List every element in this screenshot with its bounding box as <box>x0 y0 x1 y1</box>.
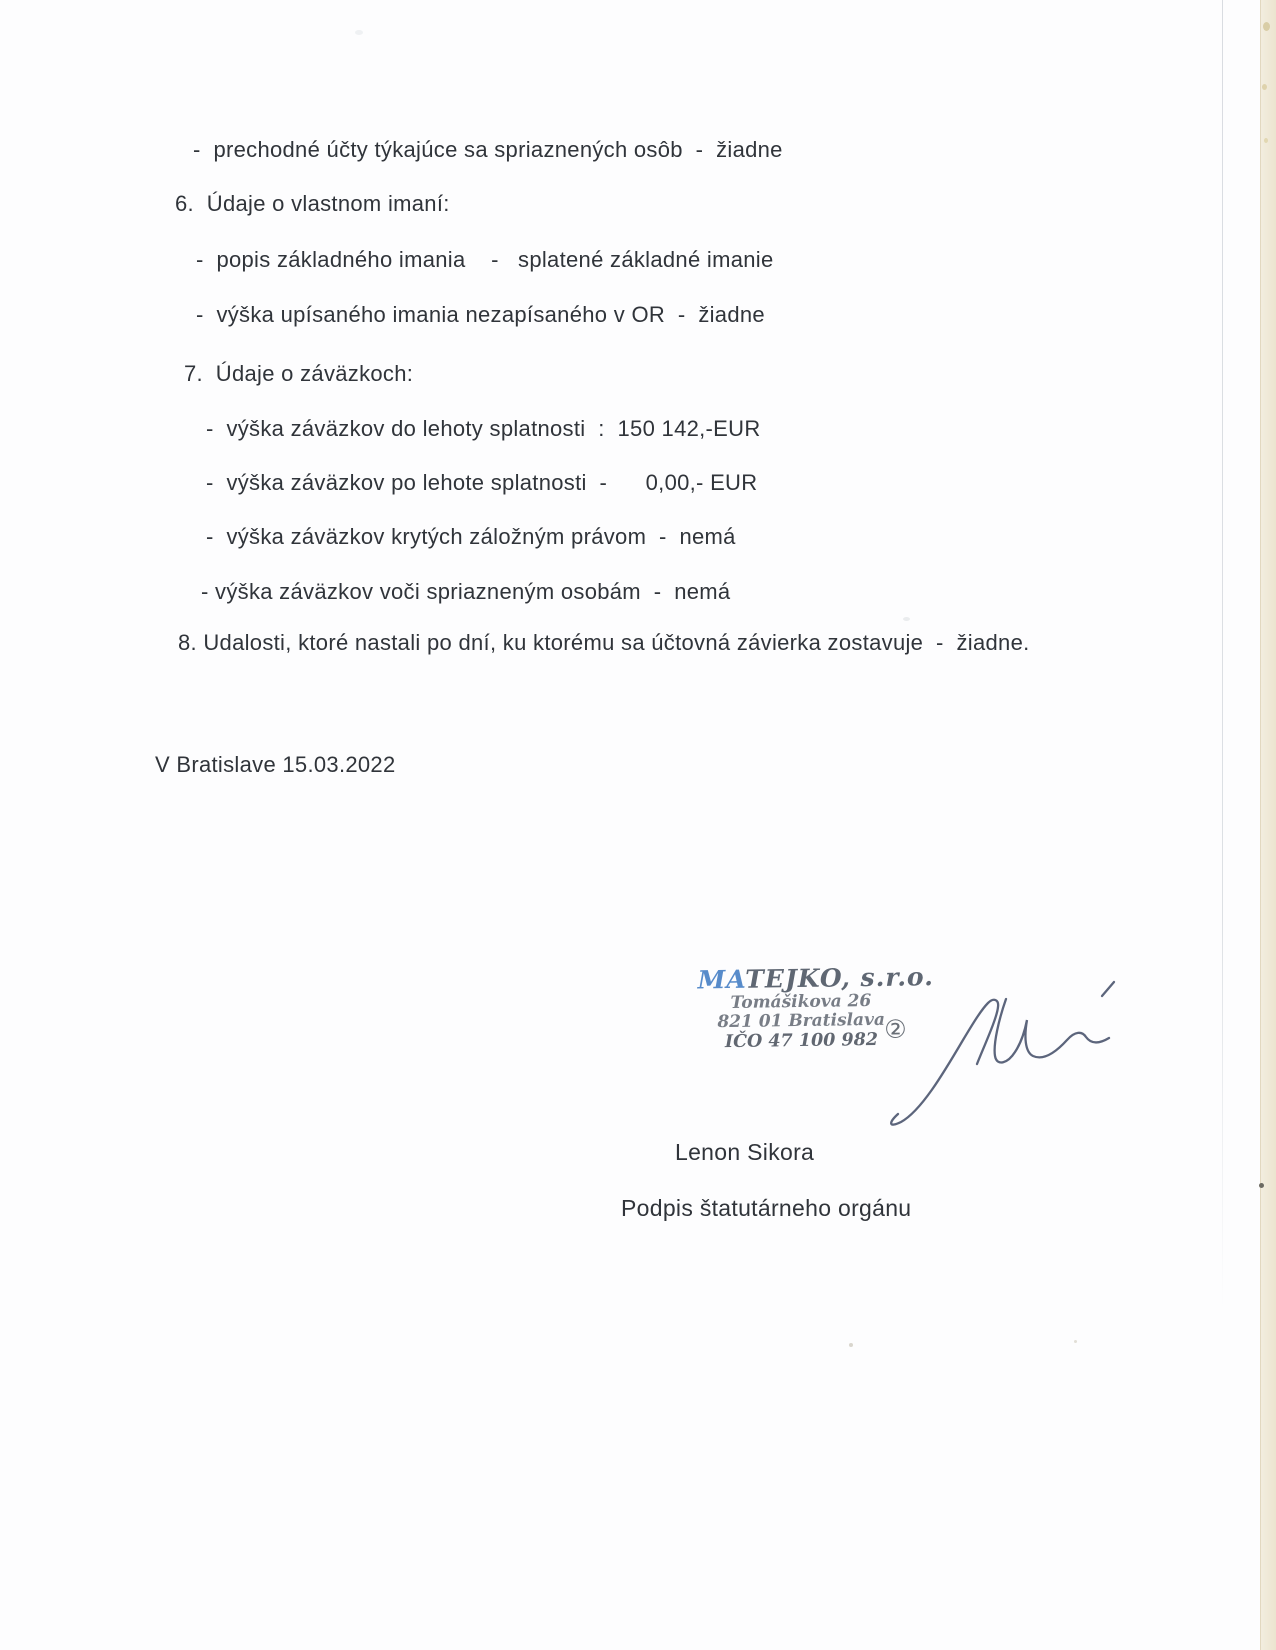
scan-speck <box>1264 138 1268 143</box>
heading-equity-data: 6. Údaje o vlastnom imaní: <box>175 191 450 216</box>
place-and-date-line: V Bratislave 15.03.2022 <box>155 752 396 777</box>
stamp-company-name <box>697 962 935 995</box>
scan-speck <box>903 617 910 621</box>
note-liabilities-secured-by-lien: - výška záväzkov krytých záložným právom - nemá <box>206 524 736 549</box>
signatory-name: Lenon Sikora <box>675 1139 815 1165</box>
handwritten-signature <box>882 966 1122 1126</box>
scan-speck <box>355 30 363 35</box>
scan-speck <box>1263 22 1270 31</box>
scan-speck <box>1262 84 1267 90</box>
stamp-street: Tomášikova 26 <box>730 991 872 1013</box>
scan-edge-strip <box>1260 0 1276 1650</box>
note-transitional-accounts: - prechodné účty týkajúce sa spriaznených osôb - žiadne <box>193 137 783 162</box>
note-liabilities-within-maturity: - výška záväzkov do lehoty splatnosti : 150 142,-EUR <box>206 416 761 441</box>
note-events-after-balance-date: 8. Udalosti, ktoré nastali po dní, ku ktorému sa účtovná závierka zostavuje - žiadne. <box>178 630 1030 655</box>
stamp-company-prefix: MA <box>697 964 746 995</box>
signature-caption: Podpis štatutárneho orgánu <box>621 1195 912 1221</box>
stamp-ico: IČO 47 100 982 <box>724 1029 879 1053</box>
circled-2-badge: ② <box>884 1014 907 1044</box>
scan-speck <box>849 1343 853 1347</box>
note-unregistered-capital: - výška upísaného imania nezapísaného v OR - žiadne <box>196 302 765 327</box>
stamp-company-rest: TEJKO, s.r.o. <box>745 962 935 994</box>
note-share-capital-description: - popis základného imania - splatené základné imanie <box>196 247 774 272</box>
scan-speck <box>1259 1183 1264 1188</box>
company-stamp <box>697 962 935 1053</box>
scan-fold-line <box>1222 0 1223 1310</box>
scan-speck <box>1074 1340 1077 1343</box>
stamp-city: 821 01 Bratislava <box>717 1009 886 1033</box>
note-liabilities-past-due: - výška záväzkov po lehote splatnosti - 0,00,- EUR <box>206 470 758 495</box>
note-liabilities-related-parties: - výška záväzkov voči spriazneným osobám - nemá <box>201 579 731 604</box>
heading-liabilities-data: 7. Údaje o záväzkoch: <box>184 361 414 386</box>
